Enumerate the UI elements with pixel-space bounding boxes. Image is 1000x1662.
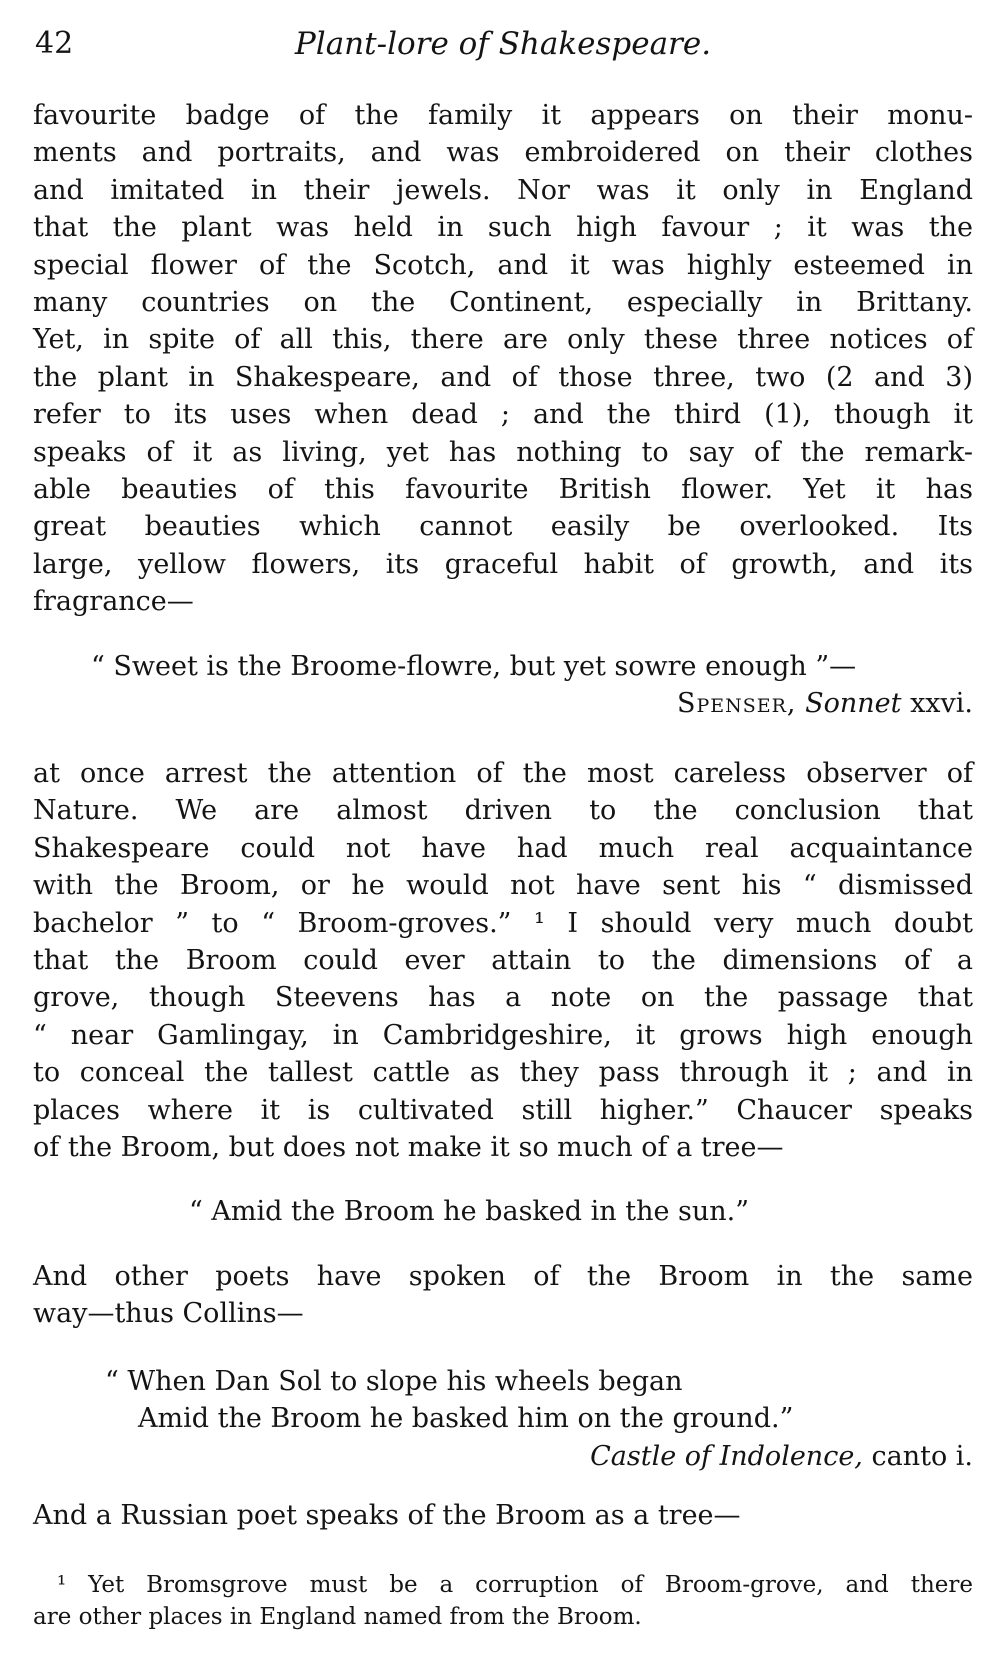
text-line: many countries on the Continent, especially in Brittany.: [33, 287, 973, 319]
text-line: with the Broom, or he would not have sent his “ dismissed: [33, 870, 973, 902]
work-title: Castle of Indolence,: [590, 1440, 863, 1472]
text-line: and imitated in their jewels. Nor was it only in England: [33, 174, 973, 206]
text-line: Shakespeare could not have had much real acquaintance: [33, 832, 973, 864]
text-line: ments and portraits, and was embroidered on their clothes: [33, 137, 973, 169]
text-line: bachelor ” to “ Broom-groves.” ¹ I should very much doubt: [33, 907, 973, 939]
quote-line: “ Sweet is the Broome-flowre, but yet sowre enough ”—: [91, 651, 857, 682]
text-line: “ near Gamlingay, in Cambridgeshire, it grows high enough: [33, 1019, 973, 1051]
text-line: that the plant was held in such high favour ; it was the: [33, 212, 973, 244]
verse-quote-sun: [33, 1193, 973, 1230]
running-title: Plant-lore of Shakespeare.: [294, 26, 712, 62]
author-name: Spenser,: [676, 688, 797, 720]
text-line: large, yellow flowers, its graceful habit of growth, and its: [33, 548, 973, 580]
text-line: to conceal the tallest cattle as they pass through it ; and in: [33, 1057, 973, 1089]
text-line: the plant in Shakespeare, and of those three, two (2 and 3): [33, 361, 973, 393]
text-line: And other poets have spoken of the Broom in the same: [33, 1261, 973, 1292]
text-line: Yet, in spite of all this, there are only these three notices of: [33, 324, 973, 356]
text-line: grove, though Steevens has a note on the passage that: [33, 982, 973, 1014]
paragraph-3: [33, 1258, 973, 1333]
page-header: [33, 24, 973, 68]
verse-quote-spenser: [33, 648, 973, 723]
work-title: Sonnet: [805, 688, 902, 720]
page-number: 42: [35, 26, 74, 61]
quote-line: “ Amid the Broom he basked in the sun.”: [189, 1196, 750, 1227]
attribution-spenser: [33, 685, 973, 722]
verse-quote-collins: [33, 1363, 973, 1475]
text-line: at once arrest the attention of the most careless observer of: [33, 758, 973, 789]
text-line: places where it is cultivated still higher.” Chaucer speaks: [33, 1094, 973, 1126]
text-line: And a Russian poet speaks of the Broom as a tree—: [33, 1500, 741, 1531]
paragraph-1: [33, 97, 973, 621]
paragraph-2: [33, 755, 973, 1166]
text-line: speaks of it as living, yet has nothing to say of the remark-: [33, 436, 973, 468]
text-line: great beauties which cannot easily be overlooked. Its: [33, 511, 973, 543]
quote-line: “ When Dan Sol to slope his wheels began: [105, 1366, 683, 1397]
text-line: Nature. We are almost driven to the conclusion that: [33, 795, 973, 827]
quote-line: Amid the Broom he basked him on the ground.”: [138, 1403, 794, 1435]
work-reference: xxvi.: [910, 688, 973, 720]
paragraph-4: [33, 1497, 973, 1534]
attribution-collins: [33, 1438, 973, 1475]
text-line: favourite badge of the family it appears on their monu-: [33, 100, 973, 131]
footnote-line: ¹ Yet Bromsgrove must be a corruption of Broom-grove, and there: [57, 1572, 973, 1598]
footnote-line: are other places in England named from the Broom.: [33, 1603, 642, 1630]
text-line: of the Broom, but does not make it so much of a tree—: [33, 1132, 784, 1164]
text-line: fragrance—: [33, 586, 194, 618]
text-line: able beauties of this favourite British flower. Yet it has: [33, 474, 973, 506]
footnote: [33, 1570, 973, 1633]
text-line: refer to its uses when dead ; and the third (1), though it: [33, 399, 973, 431]
text-line: special flower of the Scotch, and it was highly esteemed in: [33, 249, 973, 281]
text-line: way—thus Collins—: [33, 1298, 304, 1330]
text-line: that the Broom could ever attain to the dimensions of a: [33, 945, 973, 977]
work-reference: canto i.: [871, 1440, 973, 1472]
